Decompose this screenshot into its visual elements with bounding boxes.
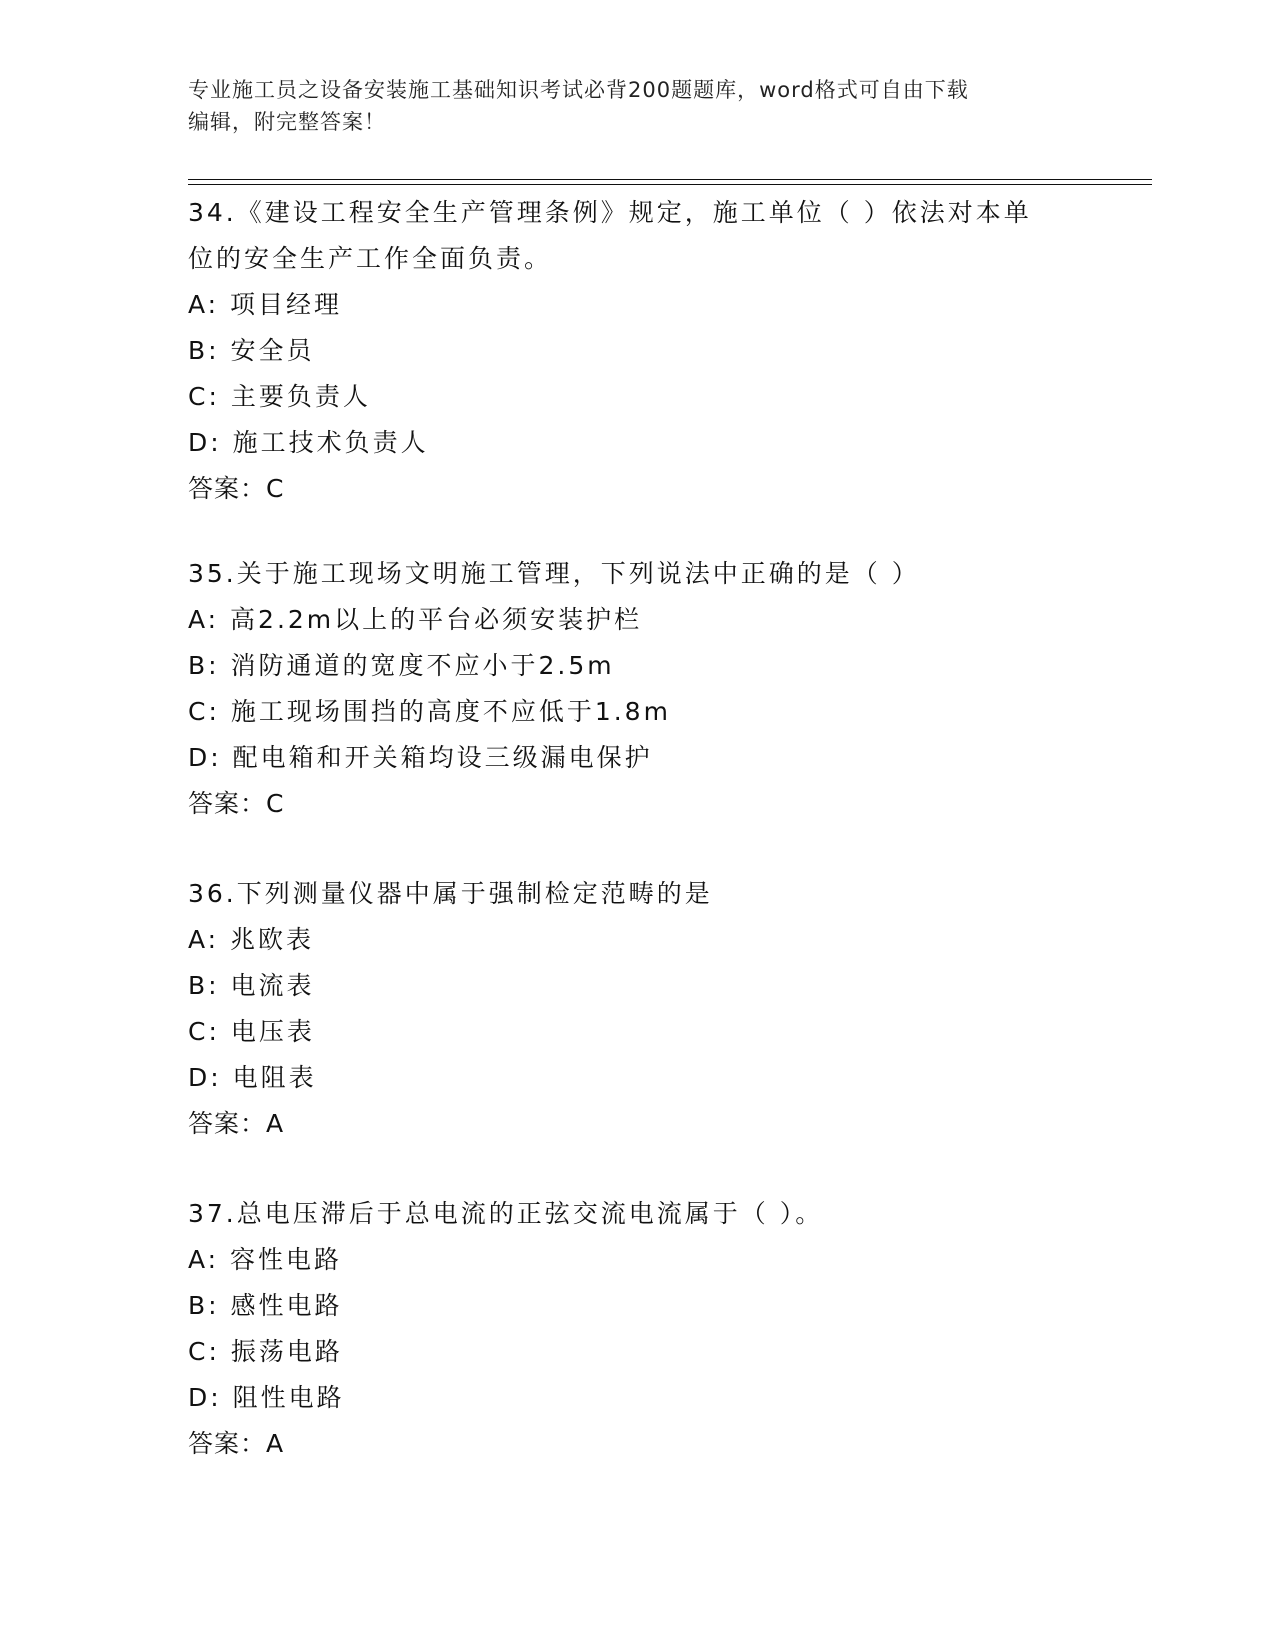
option-d: D: 电阻表 — [188, 1063, 317, 1092]
option-d: D: 施工技术负责人 — [188, 428, 429, 457]
option-b: B: 感性电路 — [188, 1291, 343, 1320]
answer-label: 答案： — [188, 1110, 267, 1138]
option-a: A: 项目经理 — [188, 290, 343, 319]
question-stem — [188, 1191, 1088, 1237]
header-title-line1: 专业施工员之设备安装施工基础知识考试必背200题题库，word格式可自由下载 — [188, 78, 969, 102]
question-stem — [188, 551, 1088, 597]
option-c: C: 振荡电路 — [188, 1337, 343, 1366]
answer-line — [188, 1421, 1088, 1467]
document-header — [188, 74, 1068, 138]
answer-label: 答案： — [188, 1430, 267, 1458]
option-d: D: 配电箱和开关箱均设三级漏电保护 — [188, 743, 653, 772]
header-title-line2: 编辑，附完整答案！ — [188, 110, 386, 134]
answer-value: C — [266, 789, 285, 818]
option-d: D: 阻性电路 — [188, 1383, 345, 1412]
option-c: C: 电压表 — [188, 1017, 315, 1046]
question-stem-line2: 位的安全生产工作全面负责。 — [188, 244, 553, 273]
header-divider-bottom — [188, 184, 1152, 185]
answer-label: 答案： — [188, 790, 267, 818]
answer-label: 答案： — [188, 475, 267, 503]
question-35 — [188, 551, 1088, 827]
answer-value: C — [266, 474, 285, 503]
answer-line — [188, 466, 1088, 512]
answer-line — [188, 781, 1088, 827]
option-b: B: 安全员 — [188, 336, 315, 365]
option-a: A: 容性电路 — [188, 1245, 343, 1274]
question-stem — [188, 871, 1088, 917]
question-stem-line1: 37.总电压滞后于总电流的正弦交流电流属于（ ）。 — [188, 1199, 824, 1228]
answer-value: A — [266, 1109, 285, 1138]
option-a: A: 兆欧表 — [188, 925, 315, 954]
question-stem — [188, 190, 1088, 282]
option-a: A: 高2.2m以上的平台必须安装护栏 — [188, 605, 643, 634]
option-c: C: 主要负责人 — [188, 382, 371, 411]
answer-value: A — [266, 1429, 285, 1458]
question-stem-line1: 34.《建设工程安全生产管理条例》规定，施工单位（ ）依法对本单 — [188, 198, 1032, 227]
option-b: B: 消防通道的宽度不应小于2.5m — [188, 651, 615, 680]
question-stem-line1: 36.下列测量仪器中属于强制检定范畴的是 — [188, 879, 713, 908]
question-34 — [188, 190, 1088, 512]
answer-line — [188, 1101, 1088, 1147]
question-37 — [188, 1191, 1088, 1467]
option-c: C: 施工现场围挡的高度不应低于1.8m — [188, 697, 671, 726]
option-b: B: 电流表 — [188, 971, 315, 1000]
header-divider-top — [188, 179, 1152, 180]
question-36 — [188, 871, 1088, 1147]
question-stem-line1: 35.关于施工现场文明施工管理，下列说法中正确的是（ ） — [188, 559, 920, 588]
